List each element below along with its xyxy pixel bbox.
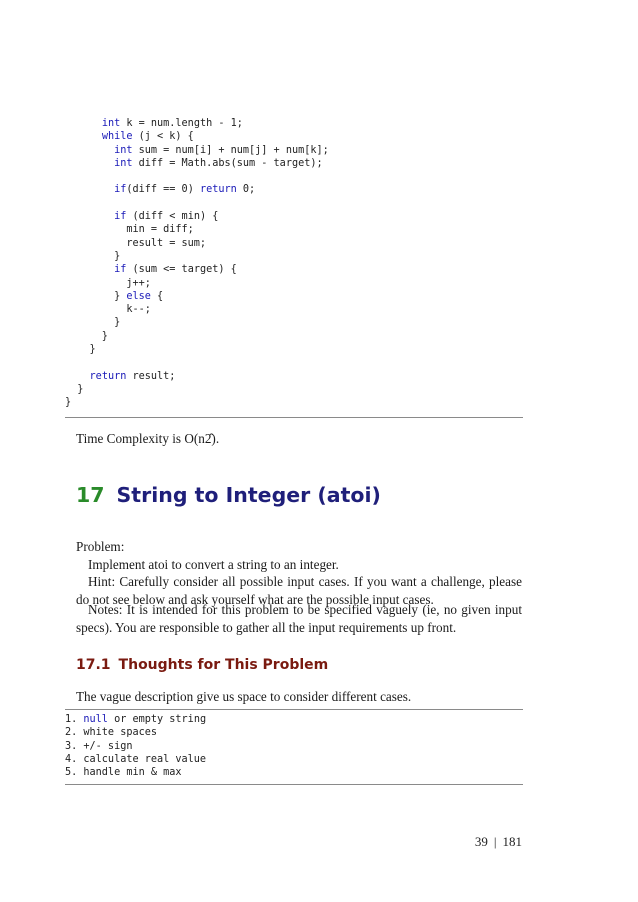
code-token: diff = Math.abs(sum - target); [132,157,323,169]
code-line [65,343,329,356]
code-token: 0; [236,184,256,196]
code-token: 2. white spaces [65,727,158,739]
code-token: 4. calculate real value [65,753,207,765]
code-line [65,277,329,290]
code-line [65,303,329,316]
code-keyword: if [114,184,127,196]
code-line [65,713,206,726]
code-token [65,118,102,129]
section-number: 17 [76,483,105,507]
code-block-bottom-top-rule [65,709,523,710]
code-line [65,356,329,369]
code-line [65,740,206,753]
code-token: k--; [65,304,151,316]
code-token: { [150,290,164,302]
code-token: } [65,344,96,356]
code-keyword: if [114,264,127,276]
subsection-number: 17.1 [76,657,111,673]
code-line [65,210,329,223]
subsection-heading [76,657,328,673]
section-heading [76,483,381,507]
code-token: or empty string [107,714,207,725]
code-line [65,316,329,329]
code-token [65,158,114,169]
code-token [65,264,114,275]
code-token: j++; [65,277,151,289]
problem-hint: Hint: Carefully consider all possible input cases. If you want a challenge, please do not see below and ask yourself what are the possible input cases. [76,574,522,607]
code-token [65,184,114,195]
code-keyword: null [83,714,108,725]
page-number-separator: | [493,834,497,849]
code-token: (diff == 0) [126,184,200,196]
subsection-title: Thoughts for This Problem [118,657,329,673]
code-keyword: int [114,144,133,156]
code-block-cases [65,713,206,779]
code-keyword: return [89,370,127,382]
code-line [65,370,329,383]
code-token: } [65,250,121,262]
code-keyword: return [199,184,237,196]
code-keyword: int [114,157,133,169]
code-line [65,290,329,303]
complexity-note: Time Complexity is O(n2̂). [76,431,220,446]
code-keyword: if [114,211,127,223]
code-token: min = diff; [65,224,194,236]
code-token: sum = num[i] + num[j] + num[k]; [132,144,329,156]
code-line [65,263,329,276]
code-token [65,131,102,142]
code-token: 3. +/- sign [65,740,133,752]
code-line [65,197,329,210]
problem-statement: Implement atoi to convert a string to an integer. [88,557,339,572]
code-line [65,726,206,739]
code-token: } [65,317,121,329]
code-token: } [65,290,127,302]
code-token: 1. [65,714,84,725]
code-block-top-bottom-rule [65,417,523,418]
code-token [65,211,114,222]
code-token: k = num.length - 1; [120,118,243,129]
code-token: (sum <= target) { [126,264,237,276]
page-number-total: 181 [502,834,522,849]
code-line [65,130,329,143]
code-line [65,766,206,779]
code-line [65,250,329,263]
code-token: } [65,330,108,342]
code-block-top [65,117,329,410]
page-number-current: 39 [474,834,488,849]
code-line [65,223,329,236]
code-block-bottom-bottom-rule [65,784,523,785]
code-keyword: while [101,131,133,143]
code-line [65,330,329,343]
code-token: (diff < min) { [126,211,219,223]
code-line [65,396,329,409]
code-line [65,117,329,130]
problem-label: Problem: [76,539,125,554]
code-line [65,170,329,183]
code-line [65,383,329,396]
code-token [65,371,90,382]
code-keyword: int [101,118,121,129]
thoughts-intro: The vague description give us space to consider different cases. [76,689,412,704]
code-line [65,183,329,196]
code-token [65,145,114,156]
code-token: result; [126,370,176,382]
code-keyword: else [126,290,151,302]
code-token: } [65,383,84,395]
problem-notes: Notes: It is intended for this problem to be specified vaguely (ie, no given input specs). You are responsible to gather all the input requirements up front. [76,602,522,635]
code-line [65,237,329,250]
code-token: 5. handle min & max [65,767,182,779]
code-token: } [65,397,72,409]
code-line [65,144,329,157]
code-line [65,753,206,766]
page-number [475,834,522,850]
code-token: result = sum; [65,237,207,249]
code-line [65,157,329,170]
code-token: (j < k) { [132,131,194,143]
section-title: String to Integer (atoi) [116,483,381,507]
